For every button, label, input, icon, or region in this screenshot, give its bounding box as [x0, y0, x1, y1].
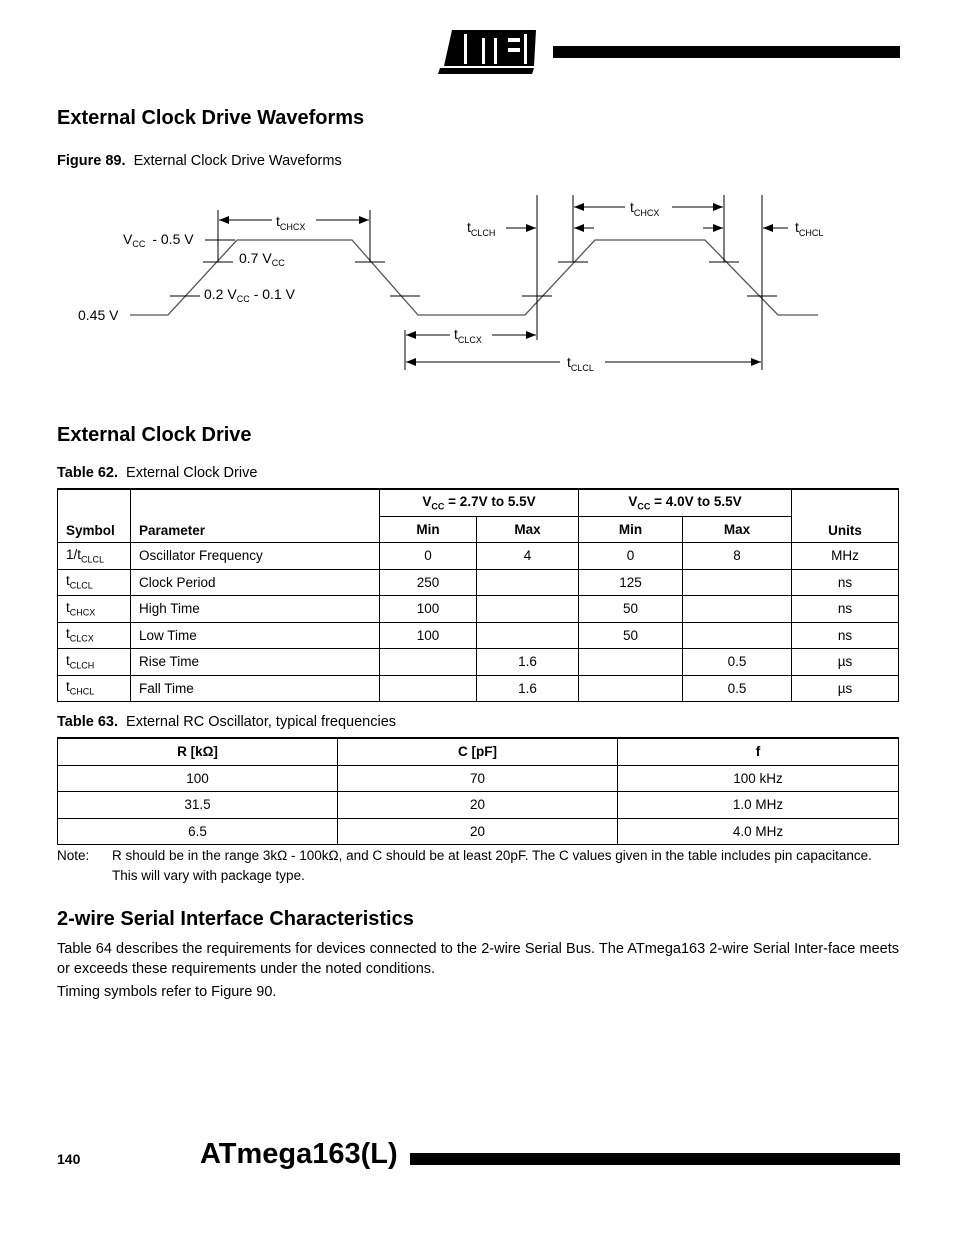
cell: 20: [338, 792, 618, 819]
rc-oscillator-table: R [kΩ] C [pF] f 100 70 100 kHz 31.5 20 1.0 MHz 6.5 20 4.0 MHz: [57, 737, 899, 845]
param-cell: Low Time: [131, 622, 380, 649]
min2-cell: [579, 675, 683, 702]
min1-cell: 100: [380, 596, 477, 623]
section-title: External Clock Drive: [57, 424, 252, 446]
min1-cell: [380, 649, 477, 676]
param-cell: Clock Period: [131, 569, 380, 596]
max1-cell: [477, 622, 579, 649]
label-tclch: $t_{CLCH}$: [467, 219, 496, 238]
note-text: R should be in the range 3kΩ - 100kΩ, and C should be at least 20pF. The C values given in the table includes pin capacitance. This will vary with package type.: [112, 848, 872, 883]
max1-cell: [477, 569, 579, 596]
units-cell: µs: [792, 649, 899, 676]
label-tchcx: $t_{CHCX}$: [276, 213, 306, 232]
label-tclcx: $t_{CLCX}$: [454, 326, 482, 345]
figure-caption: Figure 89. External Clock Drive Waveforms: [57, 153, 342, 169]
label-tclcl: $t_{CLCL}$: [567, 354, 594, 373]
param-cell: Oscillator Frequency: [131, 543, 380, 570]
table-row: [58, 622, 899, 649]
max1-cell: 1.6: [477, 649, 579, 676]
param-cell: Rise Time: [131, 649, 380, 676]
cell: 4.0 MHz: [618, 818, 899, 845]
param-cell: High Time: [131, 596, 380, 623]
units-cell: µs: [792, 675, 899, 702]
symbol-cell: $t_{CLCL}$: [58, 569, 131, 596]
section-title: 2-wire Serial Interface Characteristics: [57, 908, 414, 930]
table-row: [58, 596, 899, 623]
footer-rule: [410, 1153, 900, 1165]
label-07vcc: 0.7 $V_{CC}$: [239, 250, 285, 268]
min2-cell: 50: [579, 622, 683, 649]
table-row: [58, 569, 899, 596]
min2-cell: [579, 649, 683, 676]
label-02vcc: 0.2 $V_{CC} - 0.1$ V: [204, 286, 295, 304]
units-cell: ns: [792, 569, 899, 596]
min2-cell: 125: [579, 569, 683, 596]
section-title: External Clock Drive Waveforms: [57, 107, 365, 129]
waveform: [130, 240, 818, 315]
units-cell: ns: [792, 596, 899, 623]
table-caption: Table 62. External Clock Drive: [57, 465, 258, 481]
table-row: [58, 765, 899, 792]
table-row: [58, 675, 899, 702]
cell: 6.5: [58, 818, 338, 845]
table-row: [58, 792, 899, 819]
table-row: [58, 818, 899, 845]
symbol-cell: $t_{CHCX}$: [58, 596, 131, 623]
min1-cell: [380, 675, 477, 702]
max1-cell: 4: [477, 543, 579, 570]
min1-cell: 250: [380, 569, 477, 596]
cell: 31.5: [58, 792, 338, 819]
paragraph: Table 64 describes the requirements for devices connected to the 2-wire Serial Bus. The ATmega163 2-wire Serial Inter-face meets or exceeds these requirements under the noted conditions.: [57, 941, 899, 977]
cell: 70: [338, 765, 618, 792]
min1-cell: 0: [380, 543, 477, 570]
page-number: 140: [57, 1151, 81, 1167]
units-cell: ns: [792, 622, 899, 649]
external-clock-drive-table: Symbol Parameter $V_{CC} = 2.7V$ to 5.5V $V_{CC} = 4.0V$ to 5.5V Units Min Max Min Max $1/t_{CLCL}$ Oscillator Frequency 0 4 0 8 MHz $t_{CLCL}$ Clock Period 250 125 ns $t_{CHCX}$ High Time 100 50 ns $t_{CLCX}$ Low Time 100 50 ns $t_{CLCH}$ Rise Time 1.6 0.5 µs $t_{CHCL}$ Fall Time 1.6 0.5 µs: [57, 488, 899, 702]
max1-cell: [477, 596, 579, 623]
cell: 20: [338, 818, 618, 845]
max2-cell: 0.5: [683, 649, 792, 676]
min1-cell: 100: [380, 622, 477, 649]
max2-cell: 0.5: [683, 675, 792, 702]
table-row: [58, 649, 899, 676]
symbol-cell: $t_{CLCX}$: [58, 622, 131, 649]
cell: 100: [58, 765, 338, 792]
paragraph: Timing symbols refer to Figure 90.: [57, 984, 277, 1000]
param-cell: Fall Time: [131, 675, 380, 702]
symbol-cell: $1/t_{CLCL}$: [58, 543, 131, 570]
min2-cell: 0: [579, 543, 683, 570]
table-caption: Table 63. External RC Oscillator, typical frequencies: [57, 714, 397, 730]
label-045v: 0.45 V: [78, 307, 119, 323]
symbol-cell: $t_{CLCH}$: [58, 649, 131, 676]
max2-cell: [683, 622, 792, 649]
cell: 100 kHz: [618, 765, 899, 792]
note-label: Note:: [57, 848, 90, 863]
max2-cell: 8: [683, 543, 792, 570]
cell: 1.0 MHz: [618, 792, 899, 819]
table-row: [58, 543, 899, 570]
symbol-cell: $t_{CHCL}$: [58, 675, 131, 702]
clock-waveform-diagram: [0, 0, 954, 400]
document-title: ATmega163(L): [200, 1138, 398, 1170]
max1-cell: 1.6: [477, 675, 579, 702]
min2-cell: 50: [579, 596, 683, 623]
units-cell: MHz: [792, 543, 899, 570]
label-tchcl: $t_{CHCL}$: [795, 219, 824, 238]
label-tchcx-2: $t_{CHCX}$: [630, 199, 660, 218]
max2-cell: [683, 596, 792, 623]
max2-cell: [683, 569, 792, 596]
label-vcc-minus: $V_{CC} - 0.5$ V: [123, 231, 194, 249]
